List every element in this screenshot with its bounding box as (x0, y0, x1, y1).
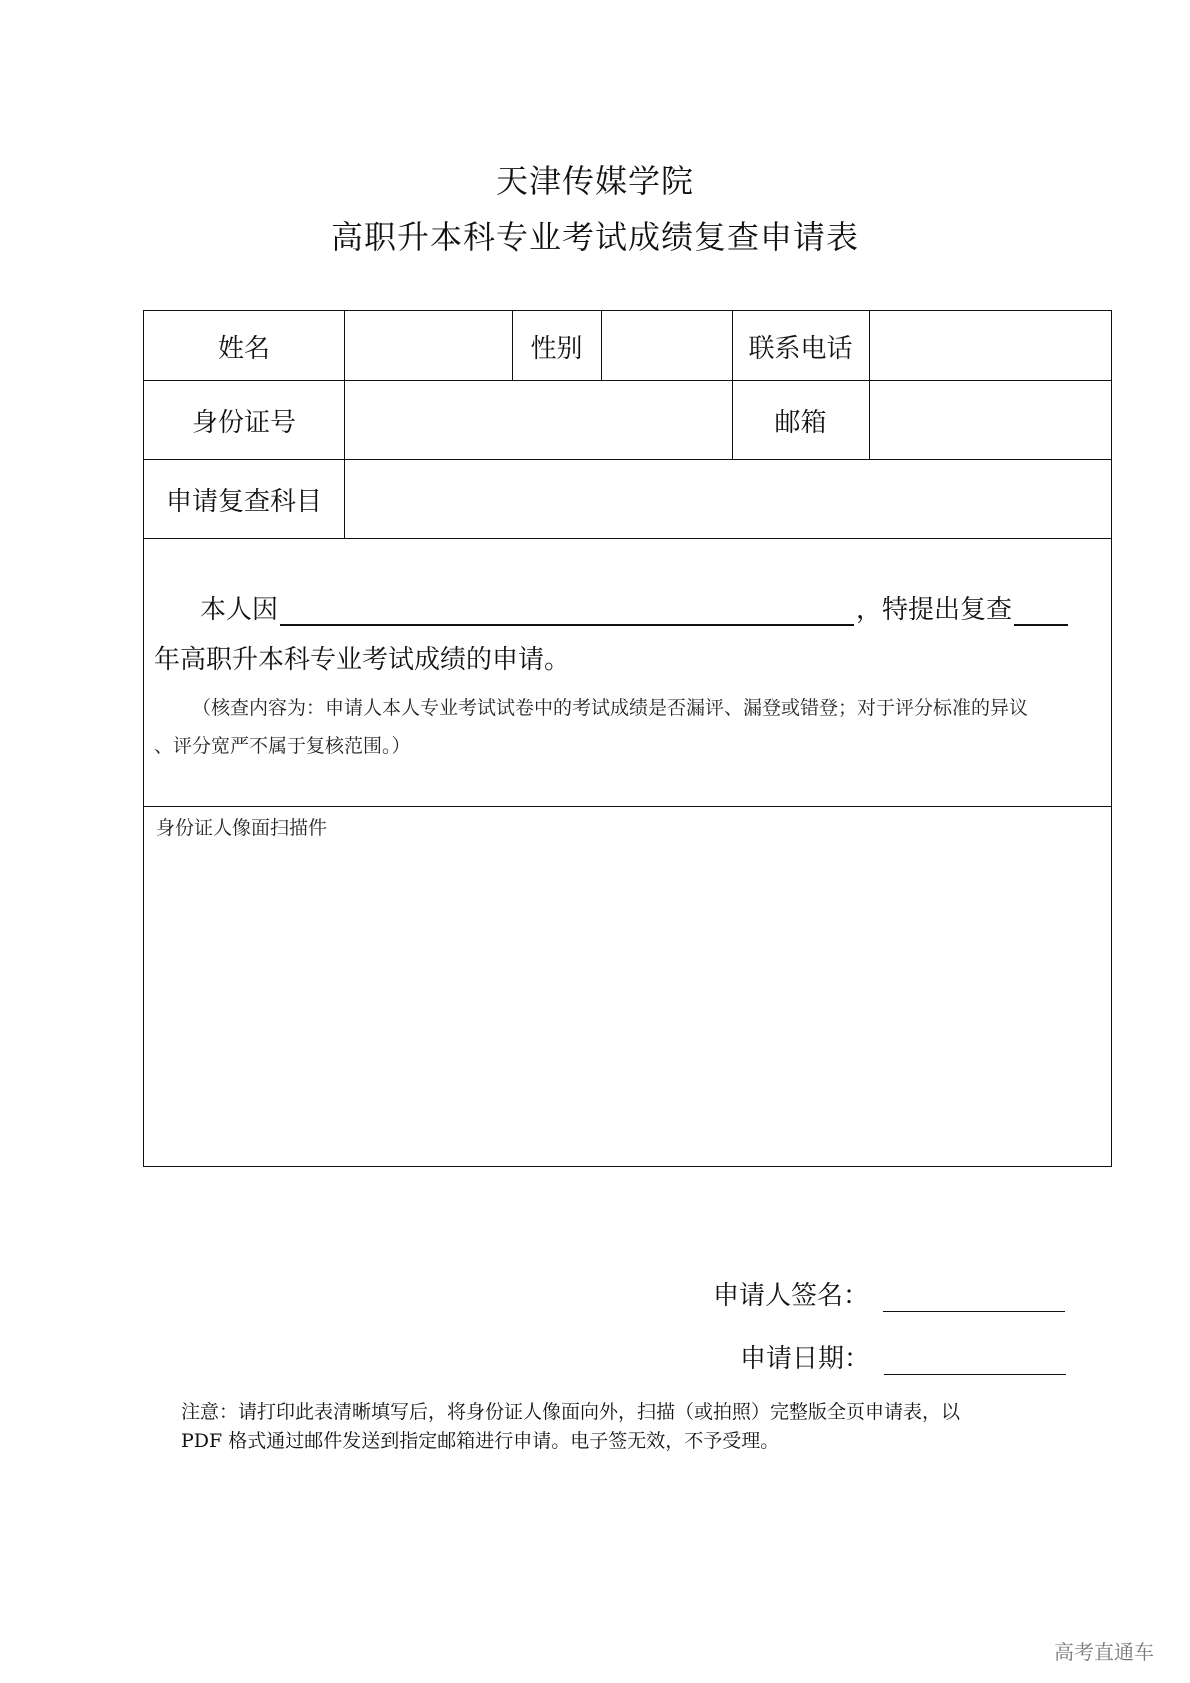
application-date-row (740, 1338, 1066, 1375)
gender-field[interactable] (602, 311, 732, 381)
email-field[interactable] (870, 381, 1110, 460)
review-subject-field[interactable] (345, 460, 1110, 539)
statement-section (144, 539, 1111, 806)
application-form-table (143, 310, 1112, 1167)
application-date-field[interactable] (884, 1350, 1066, 1375)
notice-line-2: PDF 格式通过邮件发送到指定邮箱进行申请。电子签无效，不予受理。 (181, 1430, 780, 1452)
id-scan-label: 身份证人像面扫描件 (156, 817, 328, 839)
review-scope-note-2: 、评分宽严不属于复核范围。） (154, 735, 411, 757)
statement-line-1 (200, 589, 1111, 626)
id-scan-area[interactable] (144, 807, 1111, 1166)
applicant-signature-field[interactable] (883, 1287, 1065, 1312)
id-number-field[interactable] (345, 381, 732, 460)
submission-notice (181, 1398, 1061, 1456)
review-subject-label: 申请复查科目 (165, 487, 322, 517)
email-label: 邮箱 (774, 408, 827, 438)
notice-line-1: 注意：请打印此表清晰填写后，将身份证人像面向外，扫描（或拍照）完整版全页申请表，以 (181, 1401, 961, 1423)
name-field[interactable] (345, 311, 512, 381)
statement-middle: ，特提出复查 (856, 595, 1013, 625)
name-label: 姓名 (217, 333, 270, 364)
review-scope-note-1: （核查内容为：申请人本人专业考试试卷中的考试成绩是否漏评、漏登或错登；对于评分标准的异议 (192, 697, 1029, 719)
applicant-signature-label: 申请人签名： (713, 1281, 870, 1311)
institution-name: 天津传媒学院 (495, 162, 694, 200)
reason-blank[interactable] (280, 596, 854, 626)
watermark: 高考直通车 (1054, 1640, 1154, 1664)
form-title: 高职升本科专业考试成绩复查申请表 (330, 218, 859, 256)
gender-label: 性别 (530, 333, 583, 364)
statement-prefix: 本人因 (200, 595, 279, 625)
application-date-label: 申请日期： (740, 1344, 871, 1374)
id-number-label: 身份证号 (191, 408, 296, 438)
year-blank[interactable] (1014, 596, 1068, 626)
applicant-signature-row (713, 1275, 1065, 1312)
phone-field[interactable] (870, 311, 1110, 381)
phone-label: 联系电话 (748, 333, 853, 364)
statement-line-2: 年高职升本科专业考试成绩的申请。 (154, 645, 571, 675)
